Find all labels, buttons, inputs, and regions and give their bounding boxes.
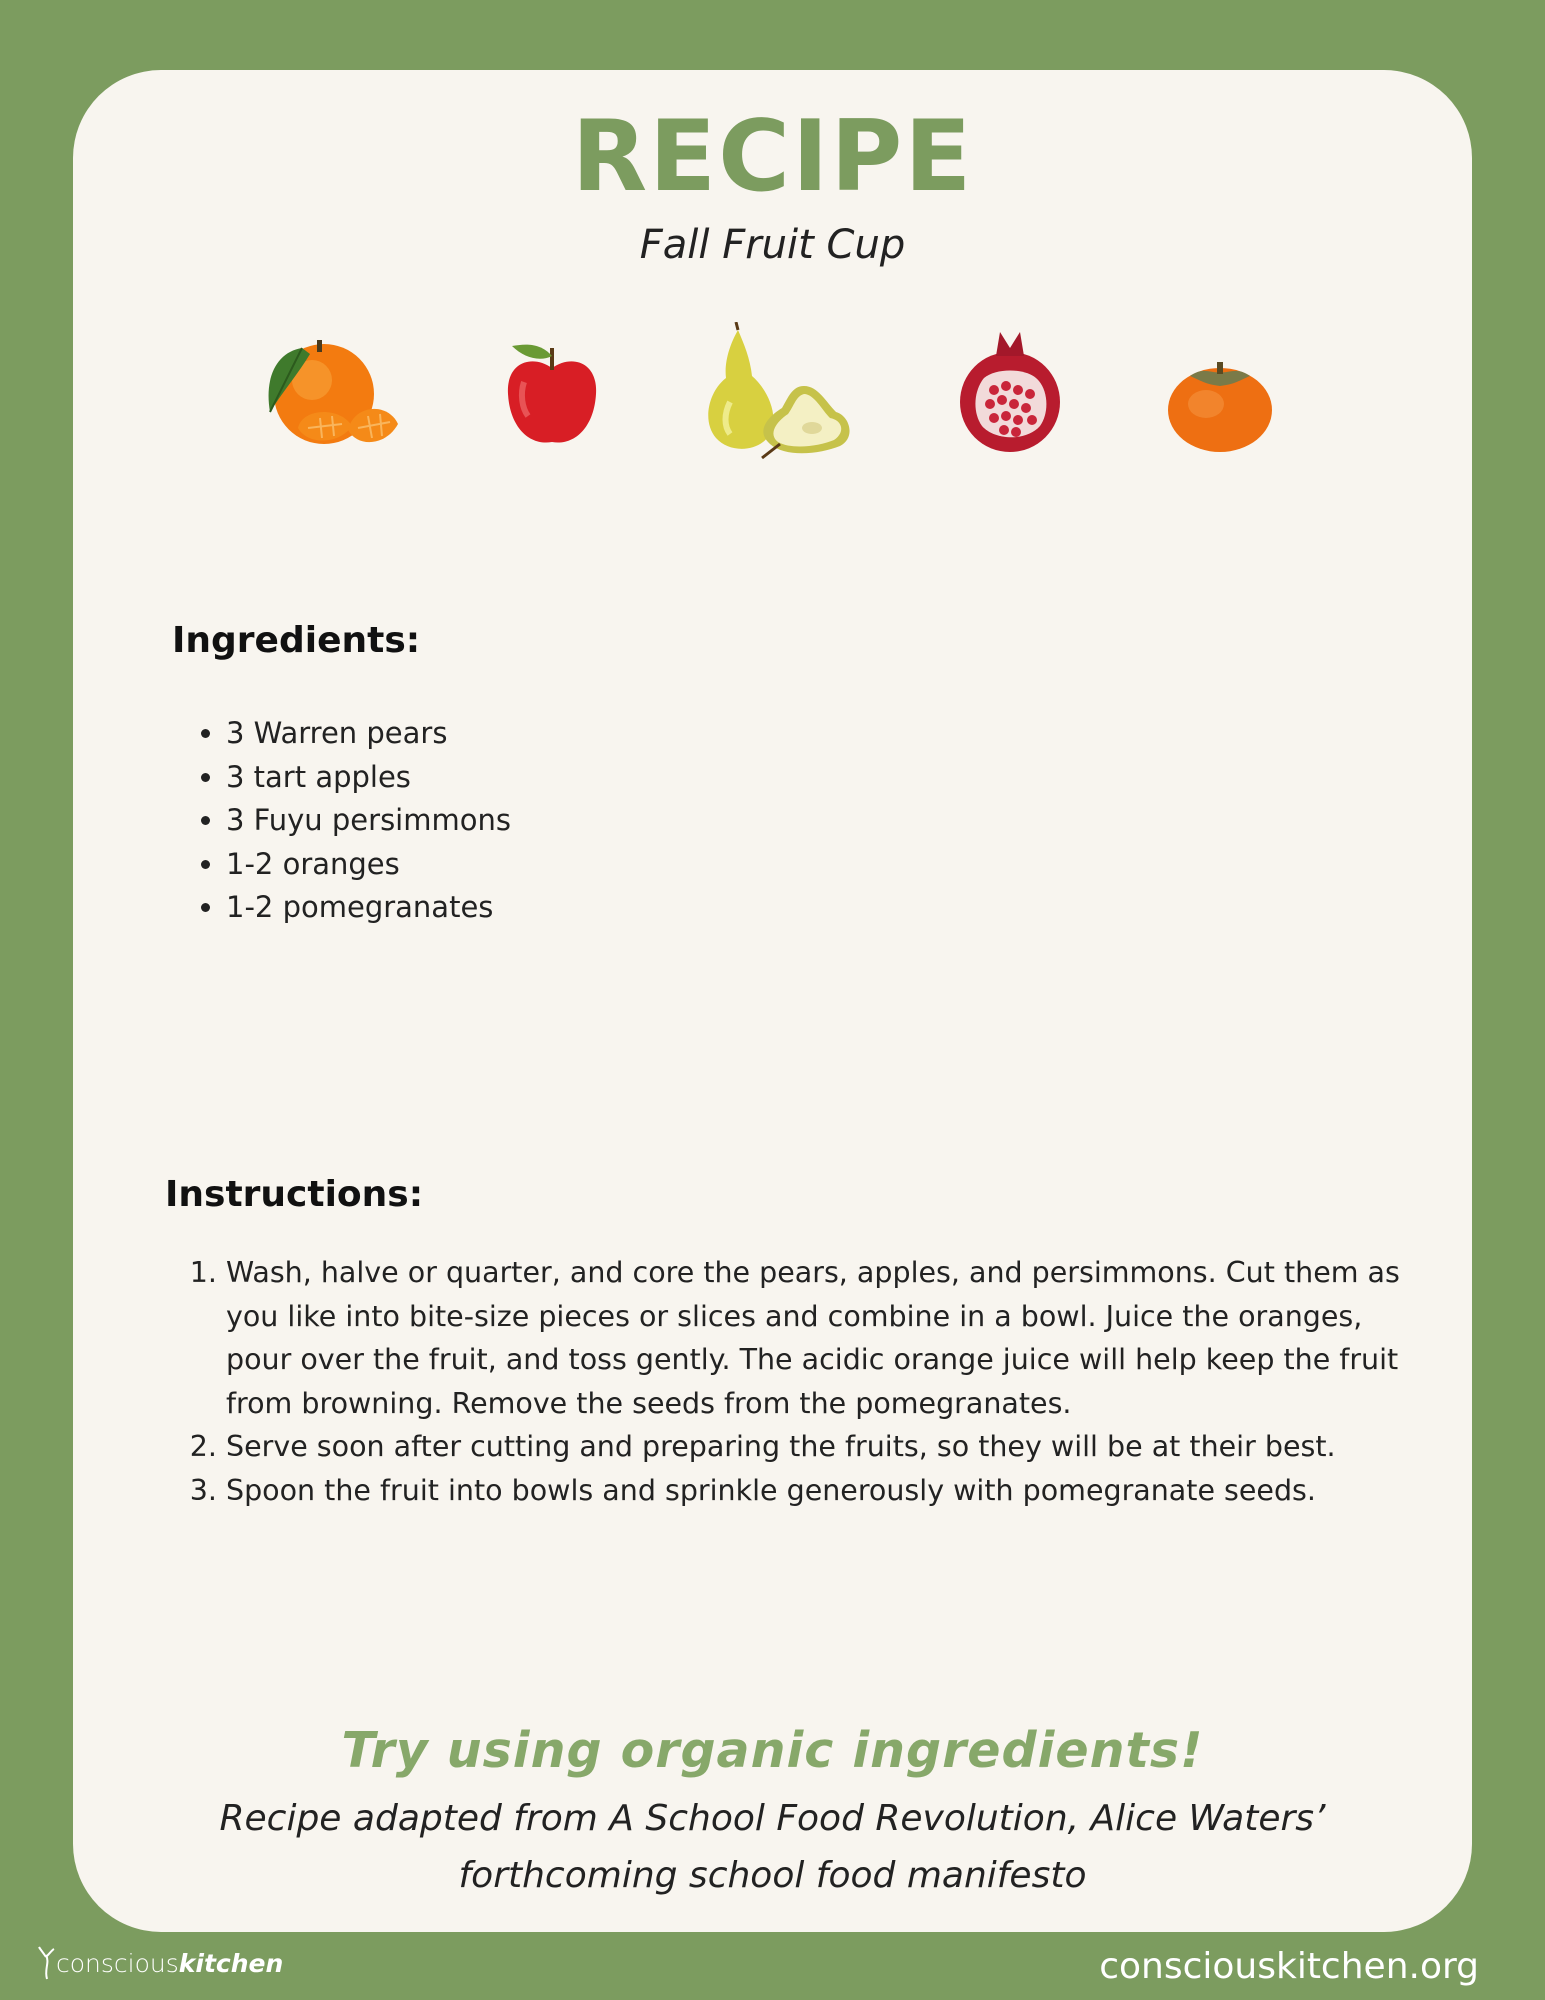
list-item: 1. Wash, halve or quarter, and core the pears, apples, and persimmons. Cut them as you like into bite-size pieces or slices and combine in a bowl. Juice the oranges, pour over the fruit, and toss gently. The acidic orange juice will help keep the fruit from browning. Remove the seeds from the pomegranates. — [226, 1251, 1406, 1425]
logo-text-conscious: conscious — [56, 1948, 179, 1978]
instructions-heading: Instructions: — [165, 1174, 424, 1215]
list-item: • 3 Fuyu persimmons — [226, 799, 511, 843]
apple-icon — [502, 336, 602, 452]
list-item: 2. Serve soon after cutting and preparing the fruits, so they will be at their best. — [226, 1425, 1406, 1469]
list-item: • 1-2 oranges — [226, 843, 511, 887]
credit-line: forthcoming school food manifesto — [458, 1855, 1087, 1896]
recipe-credit — [190, 1790, 1355, 1904]
sprout-icon — [38, 1945, 56, 1981]
logo-text-kitchen: kitchen — [178, 1948, 284, 1978]
instructions-list — [200, 1251, 1406, 1512]
list-item: 3. Spoon the fruit into bowls and sprinkle generously with pomegranate seeds. — [226, 1469, 1406, 1513]
website-link[interactable]: consciouskitchen.org — [1099, 1946, 1479, 1987]
page-title: RECIPE — [571, 100, 974, 214]
list-item: • 3 tart apples — [226, 756, 511, 800]
orange-icon — [262, 332, 404, 460]
ingredients-heading: Ingredients: — [172, 620, 421, 661]
recipe-name: Fall Fruit Cup — [639, 222, 906, 268]
list-item: • 3 Warren pears — [226, 712, 511, 756]
brand-logo — [38, 1943, 283, 1983]
pomegranate-icon — [954, 328, 1066, 456]
ingredients-list — [170, 712, 511, 930]
credit-line: Recipe adapted from A School Food Revolution, Alice Waters’ — [219, 1798, 1326, 1839]
organic-tip: Try using organic ingredients! — [341, 1722, 1204, 1779]
pear-icon — [700, 322, 856, 462]
list-item: • 1-2 pomegranates — [226, 886, 511, 930]
persimmon-icon — [1166, 356, 1274, 456]
